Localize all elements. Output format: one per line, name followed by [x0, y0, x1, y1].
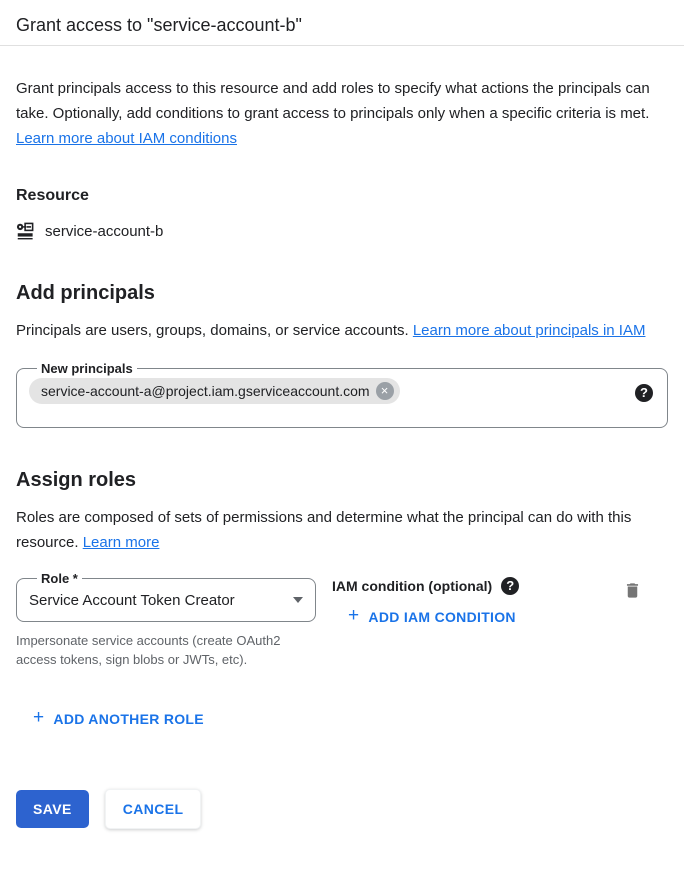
add-iam-condition-label: ADD IAM CONDITION	[368, 608, 516, 625]
learn-more-iam-conditions-link[interactable]: Learn more about IAM conditions	[16, 130, 237, 147]
add-principals-heading: Add principals	[16, 282, 155, 304]
add-principals-text: Principals are users, groups, domains, or service accounts.	[16, 322, 413, 339]
assign-roles-description	[16, 505, 668, 555]
delete-role-button[interactable]	[623, 581, 642, 603]
role-label: Role *	[41, 571, 78, 586]
intro-text: Grant principals access to this resource and add roles to specify what actions the principals can take. Optionally, add conditions to grant access to principals only when a specific criteria is met.	[16, 80, 650, 122]
assign-roles-heading: Assign roles	[16, 469, 137, 491]
add-principals-description	[16, 318, 668, 343]
dialog-actions	[16, 789, 668, 829]
iam-condition-column	[332, 572, 623, 627]
principal-chip-text: service-account-a@project.iam.gserviceaccount.com	[41, 383, 370, 399]
new-principals-field[interactable]	[16, 362, 668, 428]
add-another-role-label: ADD ANOTHER ROLE	[53, 710, 204, 727]
cancel-button[interactable]: CANCEL	[105, 789, 202, 829]
add-another-role-button[interactable]	[33, 709, 204, 728]
plus-icon: +	[348, 605, 360, 626]
dialog-header	[0, 0, 684, 46]
chip-close-icon[interactable]: ×	[376, 382, 394, 400]
dropdown-arrow-icon	[293, 597, 303, 603]
assign-roles-text: Roles are composed of sets of permissions and determine what the principal can do with this resource.	[16, 509, 632, 551]
principal-chip	[29, 378, 400, 404]
resource-name: service-account-b	[45, 223, 164, 240]
intro-paragraph	[16, 76, 668, 151]
learn-more-principals-link[interactable]: Learn more about principals in IAM	[412, 322, 646, 339]
iam-condition-label: IAM condition (optional)	[332, 578, 493, 594]
delete-role-column	[623, 572, 642, 605]
add-iam-condition-button[interactable]	[348, 607, 516, 626]
role-column	[16, 572, 316, 669]
trash-icon	[623, 581, 642, 600]
save-button[interactable]: SAVE	[16, 790, 89, 828]
role-description: Impersonate service accounts (create OAuth2 access tokens, sign blobs or JWTs, etc).	[16, 633, 281, 667]
dialog-body	[0, 76, 684, 829]
role-selected-value: Service Account Token Creator	[29, 591, 235, 609]
resource-row	[16, 222, 668, 241]
iam-condition-help-icon[interactable]: ?	[501, 577, 519, 595]
new-principals-label: New principals	[41, 361, 133, 376]
role-row	[16, 572, 668, 669]
learn-more-roles-link[interactable]: Learn more	[82, 534, 160, 551]
resource-heading: Resource	[16, 187, 89, 204]
dialog-title: Grant access to "service-account-b"	[16, 15, 302, 35]
principals-help-icon[interactable]: ?	[635, 384, 653, 402]
role-select[interactable]	[16, 572, 316, 622]
plus-icon: +	[33, 707, 45, 728]
service-account-icon	[16, 222, 35, 241]
